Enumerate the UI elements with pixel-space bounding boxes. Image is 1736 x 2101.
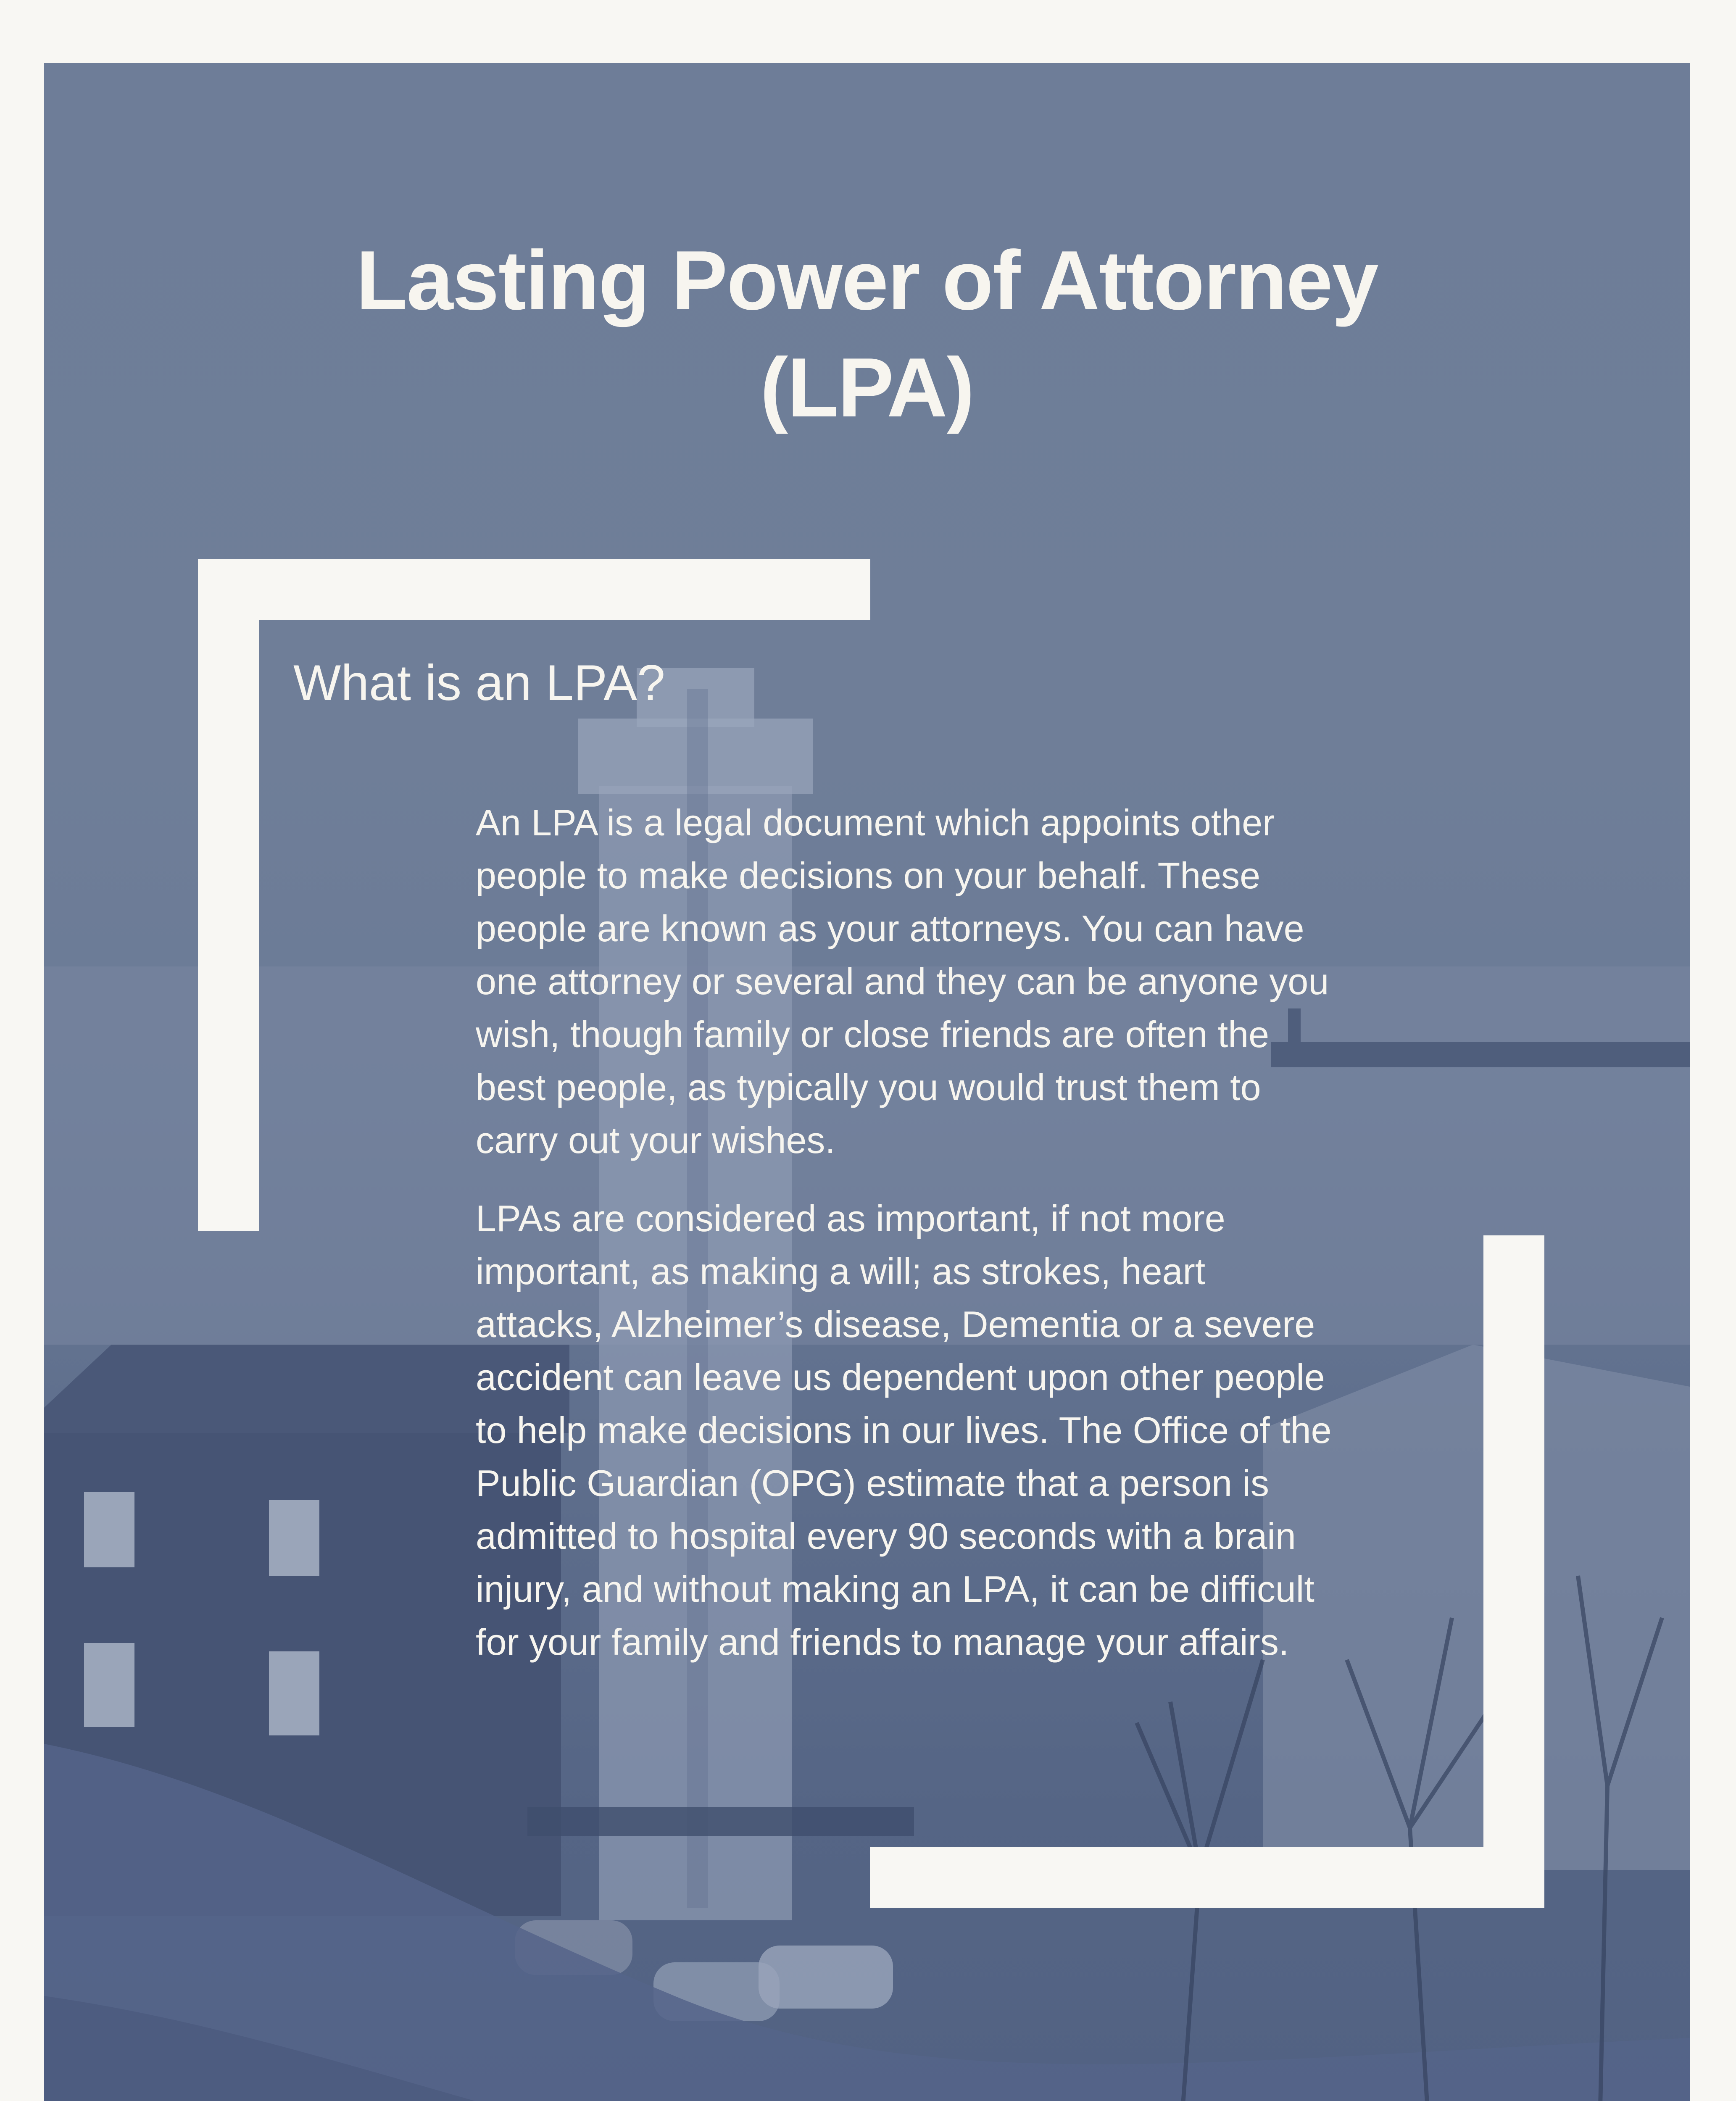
section-heading: What is an LPA?: [293, 655, 665, 711]
page-title: [44, 227, 1690, 441]
body-text: [476, 796, 1337, 1694]
house-window: [269, 1500, 319, 1576]
paragraph-2: LPAs are considered as important, if not more important, as making a will; as strokes, heart attacks, Alzheimer’s disease, Dementia or a severe accident can leave us dependent upon other people to help make decisions in our lives. The Office of the Public Guardian (OPG) estimate that a person is admitted to hospital every 90 seconds with a brain injury, and without making an LPA, it can be difficult for your family and friends to manage your affairs.: [476, 1198, 1332, 1663]
frame-top-left-horizontal: [198, 559, 870, 620]
house-window: [269, 1651, 319, 1735]
house-window: [84, 1492, 134, 1567]
title-line-1: Lasting Power of Attorney: [356, 234, 1378, 327]
paragraph-1: An LPA is a legal document which appoints other people to make decisions on your behalf. These people are known as your attorneys. You can have one attorney or several and they can be anyone you wish, though family or close friends are often the best people, as typically you would trust them to carry out your wishes.: [476, 802, 1329, 1161]
title-line-2: (LPA): [760, 341, 974, 434]
frame-bottom-right-horizontal: [870, 1847, 1544, 1908]
house-window: [84, 1643, 134, 1727]
frame-top-left-vertical: [198, 559, 259, 1231]
gateway-banner: [527, 1807, 914, 1836]
parked-car: [759, 1946, 893, 2009]
frame-bottom-right-vertical: [1483, 1235, 1544, 1908]
background-photo-panel: [44, 63, 1690, 2101]
